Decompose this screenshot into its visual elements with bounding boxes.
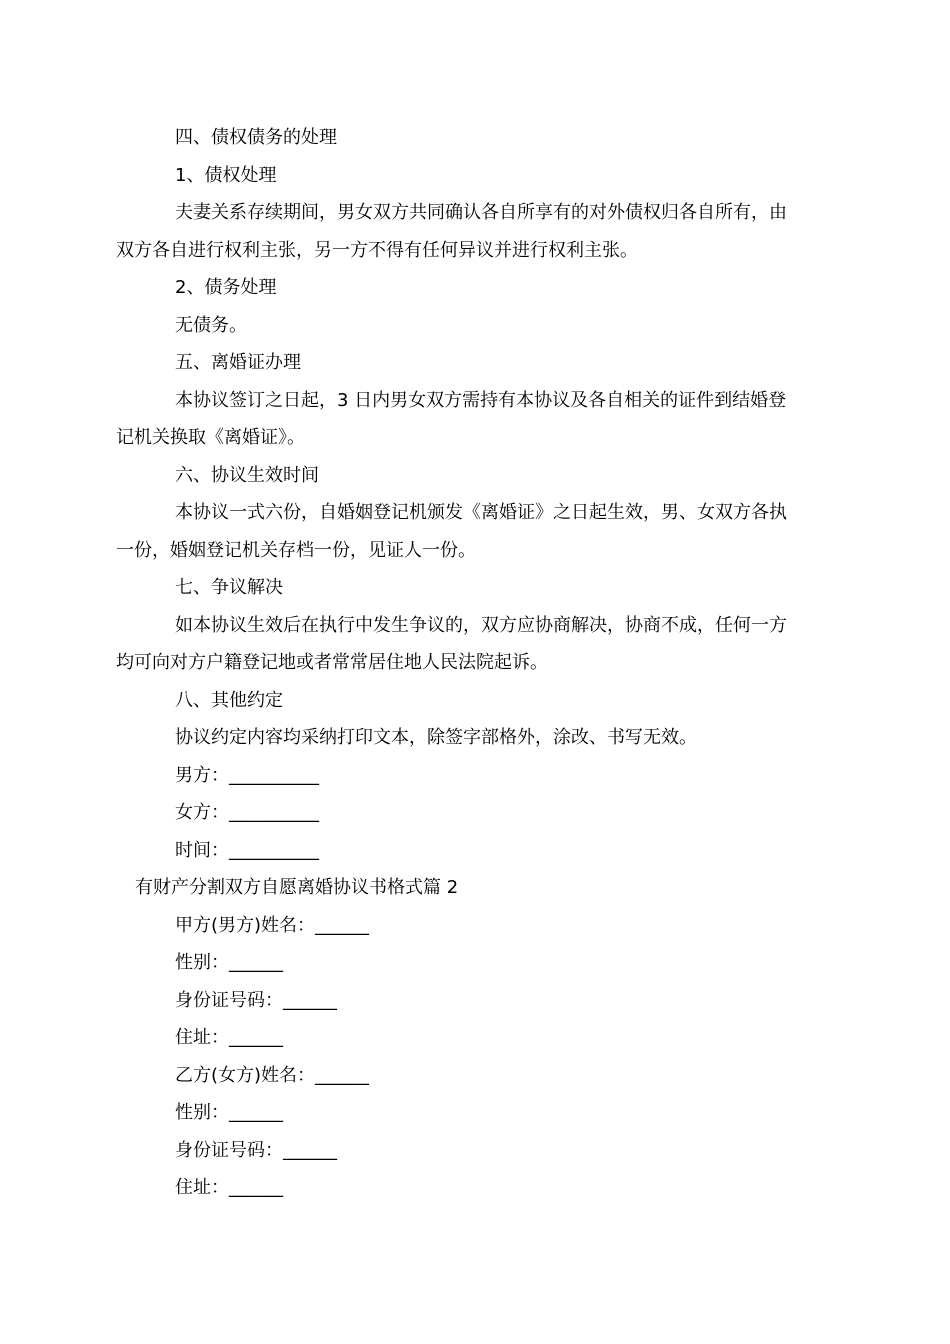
paragraph-line: 夫妻关系存续期间，男女双方共同确认各自所享有的对外债权归各自所有，由 [175,202,787,223]
subheading-credit: 1、债权处理 [175,164,277,186]
paragraph-line: 双方各自进行权利主张，另一方不得有任何异议并进行权利主张。 [116,239,638,261]
signature-line-date: 时间：__________ [175,839,319,861]
paragraph-line: 均可向对方户籍登记地或者常常居住地人民法院起诉。 [116,652,548,673]
paragraph-line: 一份，婚姻登记机关存档一份，见证人一份。 [116,539,476,561]
field-party-a-address: 住址：______ [175,1027,283,1048]
field-party-b-name: 乙方(女方)姓名：______ [175,1064,370,1086]
paragraph-line: 如本协议生效后在执行中发生争议的，双方应协商解决，协商不成，任何一方 [175,614,787,636]
paragraph-line: 本协议签订之日起，3 日内男女双方需持有本协议及各自相关的证件到结婚登 [175,389,787,411]
paragraph-line: 无债务。 [175,314,247,336]
section-heading-effective: 六、协议生效时间 [175,464,319,486]
section-heading-dispute: 七、争议解决 [175,577,283,598]
signature-line-female: 女方：__________ [175,802,319,823]
paragraph-line: 记机关换取《离婚证》。 [116,427,305,448]
section-heading-other: 八、其他约定 [175,689,283,711]
field-party-a-gender: 性别：______ [175,952,283,973]
field-party-a-name: 甲方(男方)姓名：______ [175,914,370,936]
field-party-a-id: 身份证号码：______ [175,989,337,1011]
field-party-b-id: 身份证号码：______ [175,1139,337,1161]
subheading-debt: 2、债务处理 [175,277,277,298]
section-heading-debts: 四、债权债务的处理 [175,127,337,148]
document-subtitle: 有财产分割双方自愿离婚协议书格式篇 2 [135,877,459,898]
paragraph-line: 协议约定内容均采纳打印文本，除签字部格外，涂改、书写无效。 [175,727,697,748]
section-heading-certificate: 五、离婚证办理 [175,352,301,373]
field-party-b-gender: 性别：______ [175,1102,283,1123]
signature-line-male: 男方：__________ [175,764,319,786]
paragraph-line: 本协议一式六份，自婚姻登记机颁发《离婚证》之日起生效，男、女双方各执 [175,502,787,523]
field-party-b-address: 住址：______ [175,1177,283,1198]
